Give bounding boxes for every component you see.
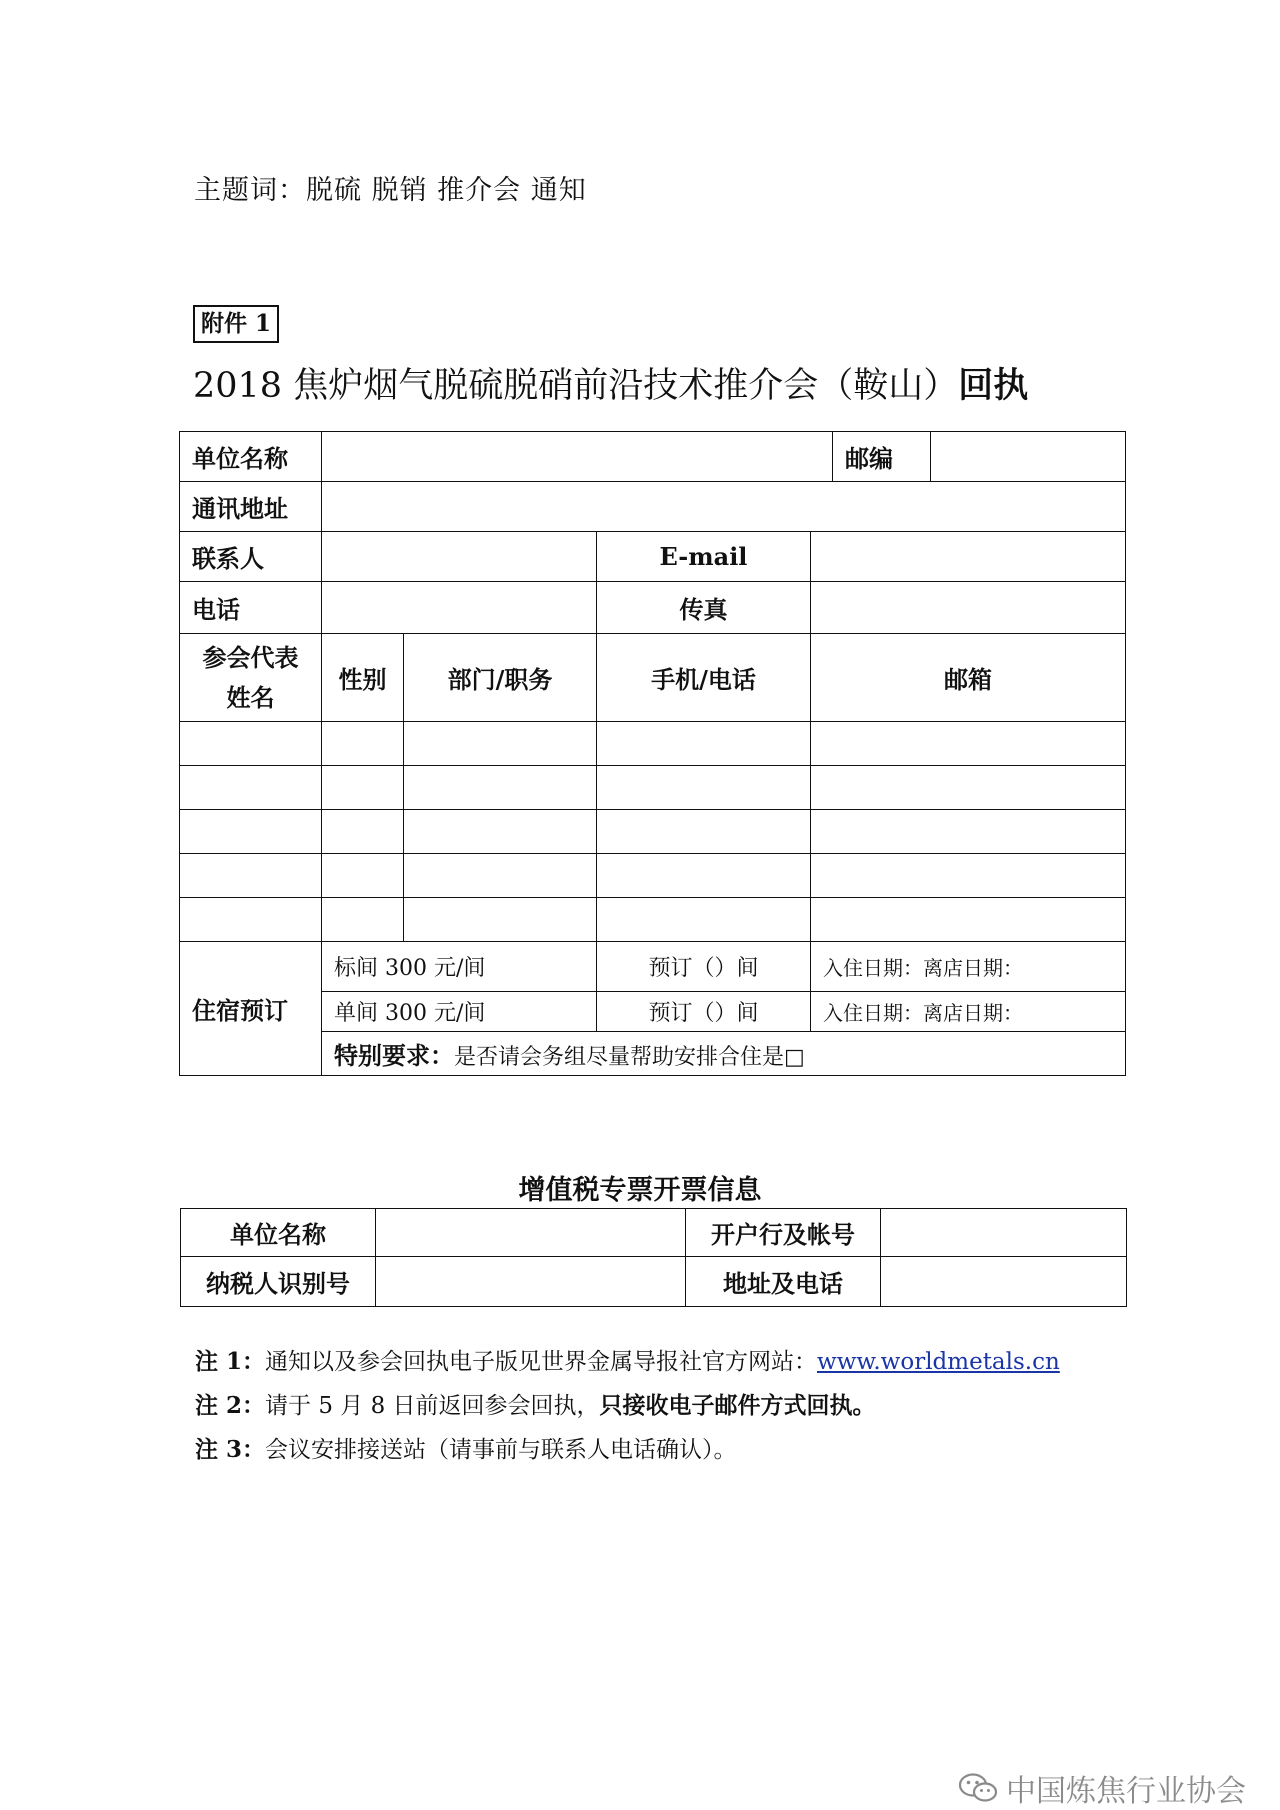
attendee-dept-cell[interactable] — [404, 898, 597, 942]
address-field[interactable] — [322, 482, 1126, 532]
table-row — [180, 722, 1126, 766]
attendee-phone-cell[interactable] — [597, 766, 811, 810]
wechat-icon — [958, 1772, 998, 1804]
dates-standard[interactable]: 入住日期：离店日期： — [811, 942, 1126, 992]
dates-single[interactable]: 入住日期：离店日期： — [811, 992, 1126, 1032]
notes-section — [195, 1340, 1060, 1472]
unit-name-label: 单位名称 — [180, 432, 322, 482]
attendee-mail-cell[interactable] — [811, 766, 1126, 810]
bank-account-label: 开户行及帐号 — [686, 1209, 881, 1257]
special-request-text: 是否请会务组尽量帮助安排合住是□ — [454, 1045, 805, 1070]
note-3 — [195, 1428, 1060, 1472]
tax-id-label: 纳税人识别号 — [181, 1257, 376, 1307]
attendee-dept-cell[interactable] — [404, 766, 597, 810]
vat-unit-name-field[interactable] — [376, 1209, 686, 1257]
attendee-name-cell[interactable] — [180, 810, 322, 854]
reserve-single[interactable]: 预订（）间 — [597, 992, 811, 1032]
address-phone-field[interactable] — [881, 1257, 1127, 1307]
address-label: 通讯地址 — [180, 482, 322, 532]
attendee-mail-cell[interactable] — [811, 854, 1126, 898]
mobile-header: 手机/电话 — [597, 634, 811, 722]
phone-label: 电话 — [180, 582, 322, 634]
attendee-gender-cell[interactable] — [322, 898, 404, 942]
attendee-phone-cell[interactable] — [597, 810, 811, 854]
attendee-phone-cell[interactable] — [597, 854, 811, 898]
attendee-mail-cell[interactable] — [811, 898, 1126, 942]
website-link[interactable]: www.worldmetals.cn — [817, 1349, 1060, 1375]
room-type-single: 单间 300 元/间 — [322, 992, 597, 1032]
reserve-standard[interactable]: 预订（）间 — [597, 942, 811, 992]
title-suffix: 回执 — [958, 365, 1029, 406]
attendee-mail-cell[interactable] — [811, 810, 1126, 854]
note-label: 注 3： — [195, 1436, 266, 1463]
email-label: E-mail — [597, 532, 811, 582]
table-row — [180, 810, 1126, 854]
lodging-label: 住宿预订 — [180, 942, 322, 1076]
contact-field[interactable] — [322, 532, 597, 582]
note-emphasis: 只接收电子邮件方式回执。 — [599, 1392, 876, 1419]
tax-id-field[interactable] — [376, 1257, 686, 1307]
attendee-dept-cell[interactable] — [404, 854, 597, 898]
table-row — [180, 854, 1126, 898]
table-row — [180, 766, 1126, 810]
vat-title: 增值税专票开票信息 — [518, 1175, 762, 1206]
attendee-gender-cell[interactable] — [322, 722, 404, 766]
vat-invoice-form — [180, 1208, 1127, 1307]
special-request[interactable] — [322, 1032, 1126, 1076]
note-1 — [195, 1340, 1060, 1384]
note-2 — [195, 1384, 1060, 1428]
bank-account-field[interactable] — [881, 1209, 1127, 1257]
unit-name-field[interactable] — [322, 432, 833, 482]
title-main: 2018 焦炉烟气脱硫脱硝前沿技术推介会（鞍山） — [193, 366, 959, 406]
attendee-name-cell[interactable] — [180, 766, 322, 810]
fax-field[interactable] — [811, 582, 1126, 634]
dept-position-header: 部门/职务 — [404, 634, 597, 722]
attendee-dept-cell[interactable] — [404, 722, 597, 766]
note-label: 注 2： — [195, 1392, 266, 1419]
email-field[interactable] — [811, 532, 1126, 582]
attendee-mail-cell[interactable] — [811, 722, 1126, 766]
postcode-field[interactable] — [931, 432, 1126, 482]
attendee-dept-cell[interactable] — [404, 810, 597, 854]
contact-label: 联系人 — [180, 532, 322, 582]
attendee-gender-cell[interactable] — [322, 854, 404, 898]
vat-unit-name-label: 单位名称 — [181, 1209, 376, 1257]
registration-form — [179, 431, 1126, 1076]
attendee-phone-cell[interactable] — [597, 898, 811, 942]
watermark-text: 中国炼焦行业协会 — [1006, 1774, 1246, 1809]
page-title — [193, 358, 1028, 408]
table-row — [180, 898, 1126, 942]
watermark — [958, 1766, 1246, 1810]
mailbox-header: 邮箱 — [811, 634, 1126, 722]
attendee-gender-cell[interactable] — [322, 810, 404, 854]
rep-name-header: 参会代表姓名 — [180, 634, 322, 722]
note-text: 通知以及参会回执电子版见世界金属导报社官方网站： — [265, 1349, 818, 1375]
attendee-name-cell[interactable] — [180, 898, 322, 942]
gender-header: 性别 — [322, 634, 404, 722]
fax-label: 传真 — [597, 582, 811, 634]
attendee-name-cell[interactable] — [180, 722, 322, 766]
note-label: 注 1： — [195, 1348, 266, 1375]
attendee-name-cell[interactable] — [180, 854, 322, 898]
room-type-standard: 标间 300 元/间 — [322, 942, 597, 992]
postcode-label: 邮编 — [833, 432, 931, 482]
keywords-line: 主题词：脱硫 脱销 推介会 通知 — [194, 175, 587, 206]
note-text: 会议安排接送站（请事前与联系人电话确认）。 — [265, 1437, 737, 1463]
address-phone-label: 地址及电话 — [686, 1257, 881, 1307]
special-request-label: 特别要求： — [334, 1041, 454, 1070]
attendee-gender-cell[interactable] — [322, 766, 404, 810]
attendee-phone-cell[interactable] — [597, 722, 811, 766]
note-text: 请于 5 月 8 日前返回参会回执， — [265, 1393, 600, 1419]
phone-field[interactable] — [322, 582, 597, 634]
attachment-label: 附件 1 — [193, 305, 279, 343]
